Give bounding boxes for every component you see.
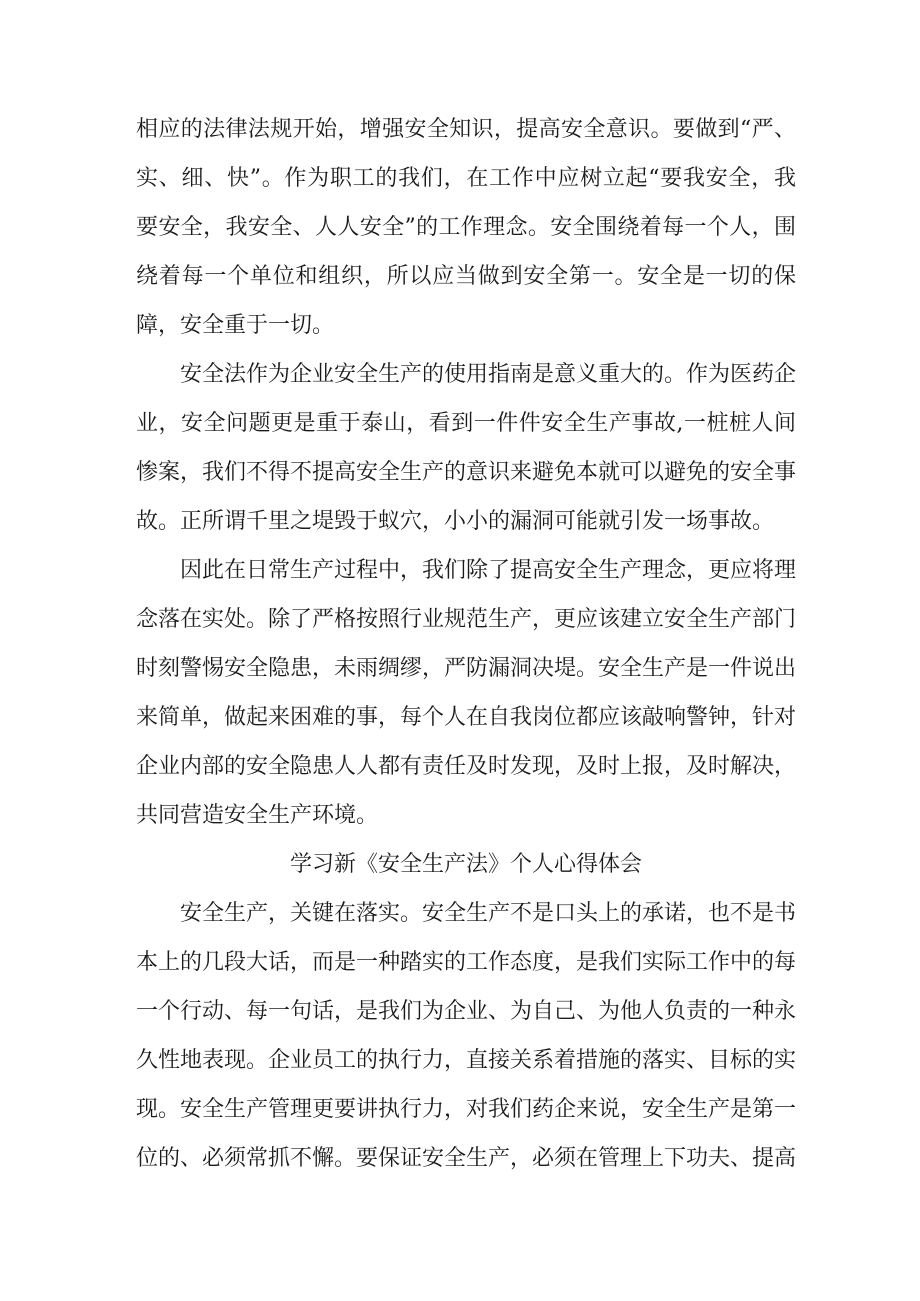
paragraph-implementation: 安全生产，关键在落实。安全生产不是口头上的承诺，也不是书本上的几段大话，而是一种踏实的工作态度，是我们实际工作中的每一个行动、每一句话，是我们为企业、为自己、为他人负责的一种永久性地表现。企业员工的执行力，直接关系着措施的落实、目标的实现。安全生产管理更要讲执行力，对我们药企来说，安全生产是第一位的、必须常抓不懈。要保证安全生产，必须在管理上下功夫、提高 — [136, 901, 797, 1171]
paragraph-safety-law: 安全法作为企业安全生产的使用指南是意义重大的。作为医药企业，安全问题更是重于泰山，看到一件件安全生产事故,一桩桩人间惨案，我们不得不提高安全生产的意识来避免本就可以避免的安全事故。正所谓千里之堤毁于蚁穴，小小的漏洞可能就引发一场事故。 — [136, 362, 797, 534]
paragraph-continuation: 相应的法律法规开始，增强安全知识，提高安全意识。要做到“严、实、细、快”。作为职工的我们，在工作中应树立起“要我安全，我要安全，我安全、人人安全”的工作理念。安全围绕着每一个人，围绕着每一个单位和组织，所以应当做到安全第一。安全是一切的保障，安全重于一切。 — [136, 117, 796, 338]
section-title: 学习新《安全生产法》个人心得体会 — [289, 852, 642, 877]
document-body — [136, 105, 796, 1183]
paragraph-daily-production: 因此在日常生产过程中，我们除了提高安全生产理念，更应将理念落在实处。除了严格按照行业规范生产，更应该建立安全生产部门时刻警惕安全隐患，未雨绸缪，严防漏洞决堤。安全生产是一件说出来简单，做起来困难的事，每个人在自我岗位都应该敲响警钟，针对企业内部的安全隐患人人都有责任及时发现，及时上报，及时解决，共同营造安全生产环境。 — [136, 558, 797, 828]
